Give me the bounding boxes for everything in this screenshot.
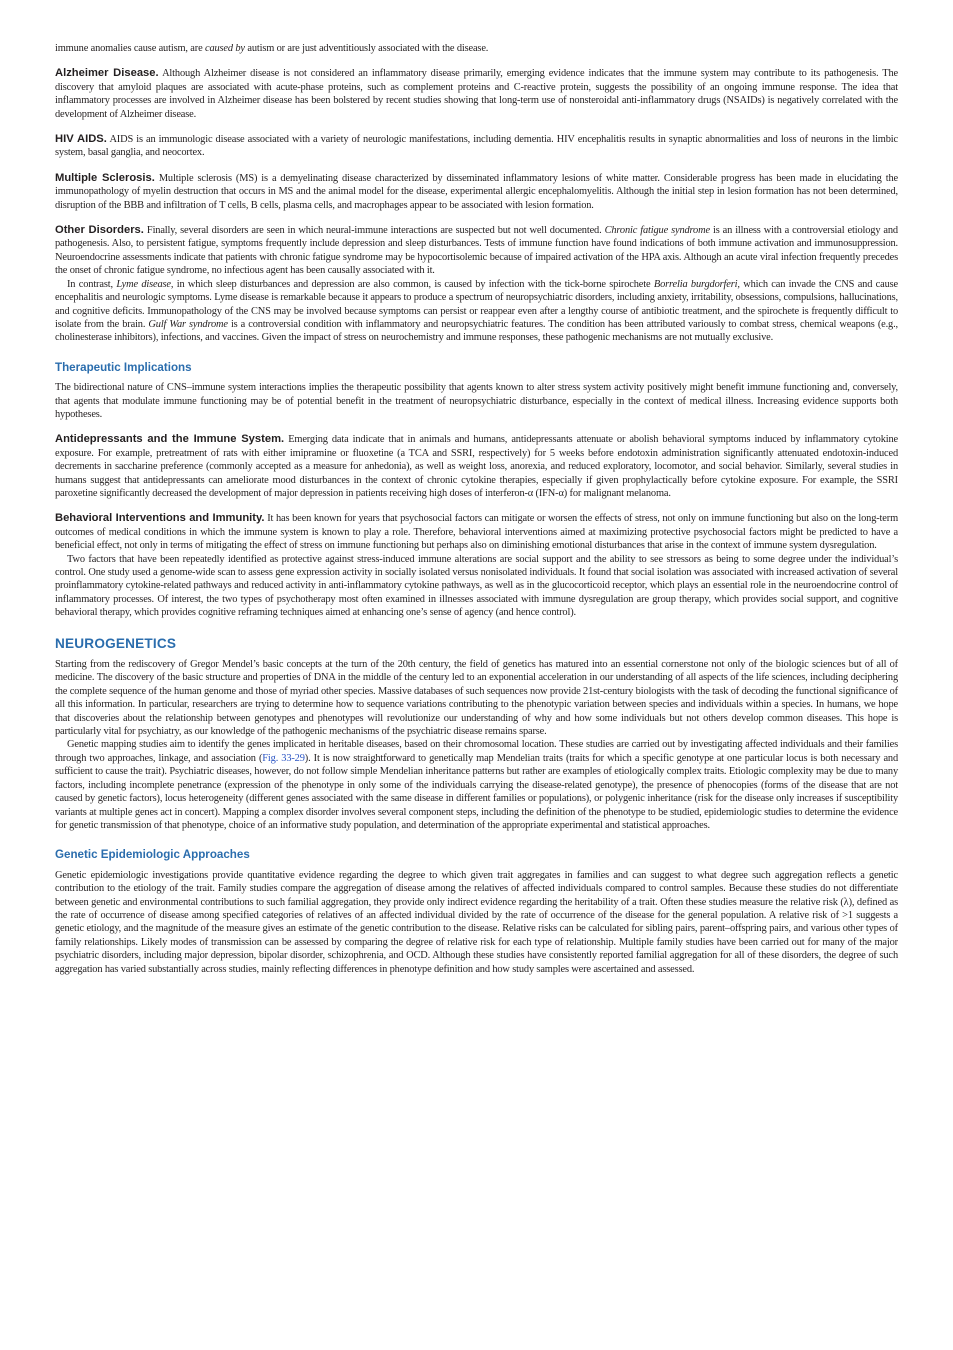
behavioral-paragraph	[55, 512, 898, 552]
lyme-text-b: in which sleep disturbances and depression are also common, is caused by infection with the tick-borne spirochete	[173, 278, 654, 290]
other-disorders-heading: Other Disorders.	[55, 224, 144, 237]
antidepressants-heading: Antidepressants and the Immune System.	[55, 433, 285, 446]
intro-italic: caused by	[204, 43, 245, 54]
hiv-heading: HIV AIDS.	[55, 133, 107, 146]
alzheimer-paragraph	[55, 67, 898, 121]
antidepressants-paragraph	[55, 433, 898, 500]
neurogenetics-heading: NEUROGENETICS	[55, 635, 177, 651]
other-text-b: is an illness with a controversial etiology and pathogenesis. Also, to persistent fatigue, symptoms frequently include depression and sleep disturbances. Tests of immune function have found indications of both immune activation and immunosuppression. Neuroendocrine assessments indicate that patients with chronic fatigue syndrome may be hypocortisolemic because of impaired activation of the HPA axis. Although an acute viral infection frequently precedes the onset of chronic fatigue syndrome, no infectious agent has been causally associated with it.	[55, 225, 898, 277]
lyme-text-a: In contrast,	[67, 278, 117, 290]
ms-text: Multiple sclerosis (MS) is a demyelinating disease characterized by disseminated inflammatory lesions of white matter. Considerable progress has been made in elucidating the immunopathology of myelin destruction that occurs in MS and the animal model for the disease, experimental allergic encephalomyelitis. Although the initial step in lesion formation has not been determined, disruption of the BBB and infiltration of T cells, B cells, plasma cells, and macrophages appear to be associated with lesion formation.	[55, 172, 898, 211]
alzheimer-heading: Alzheimer Disease.	[55, 67, 159, 80]
therapeutic-paragraph: The bidirectional nature of CNS–immune system interactions implies the therapeutic possibility that agents known to alter stress system activity positively might benefit immune functioning and, conversely, that agents that modulate immune functioning may be of potential benefit in the treatment of neuropsychiatric disturbance, especially in the context of medical illness. Increasing evidence supports both hypotheses.	[55, 382, 898, 420]
neurogenetics-text-a: Genetic mapping studies aim to identify the genes implicated in heritable diseases, based on their chromosomal location. These studies are carried out by investigating affected individuals and their families through two approaches, linkage, and association (	[55, 739, 898, 764]
lyme-text-d: is a controversial condition with inflammatory and neuropsychiatric features. The condition has been attributed variously to combat stress, chemical weapons (e.g., cholinesterase inhibitors), infections, and vaccines. Given the impact of stress on neurochemistry and immune responses, these pathogenic mechanisms are not mutually exclusive.	[55, 318, 898, 344]
hiv-paragraph	[55, 133, 898, 160]
intro-paragraph	[55, 42, 898, 55]
other-disorders-paragraph	[55, 224, 898, 278]
lyme-text-c: which can invade the CNS and cause encephalitis and neurologic symptoms. Lyme disease is remarkable because it appears to produce a spectrum of neuropsychiatric disorders, including anxiety, irritability, obsessions, compulsions, hallucinations, and cognitive deficits. Immunopathology of the CNS may be involved because symptoms can persist or reappear even after a lengthy course of antibiotic treatment, and the spirochete is frequently difficult to isolate from the brain.	[55, 278, 899, 330]
other-italic-cfs: Chronic fatigue syndrome	[604, 225, 710, 237]
neurogenetics-paragraph-1: Starting from the rediscovery of Gregor Mendel’s basic concepts at the turn of the 20th century, the field of genetics has matured into an essential cornerstone not only of the biologic sciences but of all of medicine. The discovery of the basic structure and properties of DNA in the middle of the century led to an exponential acceleration in our understanding of all aspects of the life sciences, including deciphering the complete sequence of the human genome and those of myriad other species. Massive databases of such sequences now provide 21st-century biologists with the task of decoding the functional significance of all this information. In particular, researchers are trying to determine how to sequence variations contributing to the phenotypic variation between species and individuals within a species. In humans, we hope that discoveries about the relationship between genotypes and phenotypes will revolutionize our understanding of why and how some individuals but not others develop common diseases. This hope is particularly vital for psychiatry, as our knowledge of the pathogenic mechanisms of the psychiatric disease remains sparse.	[55, 659, 898, 738]
lyme-paragraph	[55, 278, 898, 345]
neurogenetics-paragraph-2	[55, 738, 898, 832]
ms-paragraph	[55, 172, 898, 212]
behavioral-heading: Behavioral Interventions and Immunity.	[55, 512, 265, 525]
behavioral-text: It has been known for years that psychosocial factors can mitigate or worsen the effects of stress, not only on immune functioning but also on the long-term outcomes of medical conditions in which the immune system is known to play a role. Therefore, behavioral interventions aimed at maximizing protective psychosocial factors might be predicted to have a beneficial effect, not only in terms of mitigating the effect of stress on immune functioning but perhaps also on diminishing emotional disturbances that arise in the context of immune system dysregulation.	[55, 513, 898, 552]
therapeutic-implications-heading: Therapeutic Implications	[55, 360, 192, 374]
borrelia-italic: Borrelia burgdorferi,	[653, 278, 740, 290]
genetic-epidemiologic-paragraph: Genetic epidemiologic investigations provide quantitative evidence regarding the degree to which given trait aggregates in families and can suggest to what degree such aggregation reflects a genetic contribution to the etiology of the trait. Family studies compare the aggregation of disease among the relatives of affected individuals compared to control samples. Because these studies do not differentiate between genetic and environmental contributions to such familial aggregation, they provide only indirect evidence regarding the heritability of a trait. Often these studies measure the relative risk (λ), defined as the rate of occurrence of disease among specified categories of relatives of an affected individual divided by the rate of occurrence of the disease for the general population. A relative risk of >1 suggests a genetic etiology, and the magnitude of the measure gives an estimate of the genetic contribution to the disease. Relative risks can be calculated for sibling pairs, parent–offspring pairs, and various other types of family relationships. Likely modes of transmission can be assessed by comparing the degree of relative risk for each type of relationship. Multiple family studies have been carried out for many of the major psychiatric disorders, including major depression, bipolar disorder, schizophrenia, and OCD. Although these studies have consistently reported familial aggregation for all of these disorders, the degree of such aggregation has varied substantially across studies, mainly reflecting differences in phenotype definition and how study samples were ascertained and assessed.	[55, 869, 898, 975]
genetic-epidemiologic-heading: Genetic Epidemiologic Approaches	[55, 848, 250, 862]
antidepressants-text: Emerging data indicate that in animals and humans, antidepressants attenuate or abolish behavioral symptoms induced by inflammatory cytokine exposure. For example, pretreatment of rats with either imipramine or fluoxetine (a TCA and SSRI, respectively) for 5 weeks before endotoxin administration significantly attenuated endotoxin-induced decrements in saccharine preference (commonly accepted as a measure for anhedonia), as well as weight loss, anorexia, and reduced exploratory, locomotor, and social behavior. Similarly, several studies in humans suggest that antidepressants can ameliorate mood disturbances in the context of chronic cytokine therapies, especially if given prophylactically before cytokine exposure. For example, the SSRI paroxetine significantly decreased the development of major depression in patients receiving high doses of interferon-α (IFN-α) for malignant melanoma.	[55, 434, 898, 499]
behavioral-paragraph-2: Two factors that have been repeatedly identified as protective against stress-induced immune alterations are social support and the ability to see stressors as being to some degree under the individual’s control. One study used a genome-wide scan to assess gene expression activity in socially isolated versus nonisolated individuals. It found that social isolation was associated with increased activation of several proinflammatory cytokine-related pathways and reduced activity in anti-inflammatory cytokine pathways, as well as in the glucocorticoid receptor, which plays an essential role in the neuroendocrine control of inflammatory processes. Of interest, the two types of psychotherapy most often examined in illnesses associated with immune dysregulation are group therapy, which provides social support, and cognitive behavioral therapy, which provides cognitive reframing techniques aimed at enhancing one’s sense of agency (and hence control).	[55, 553, 898, 619]
hiv-text: AIDS is an immunologic disease associated with a variety of neurologic manifestations, including dementia. HIV encephalitis results in synaptic abnormalities and loss of neurons in the limbic system, basal ganglia, and neocortex.	[55, 134, 898, 159]
figure-link[interactable]: Fig. 33-29	[262, 752, 305, 764]
ms-heading: Multiple Sclerosis.	[55, 171, 155, 184]
gulf-war-italic: Gulf War syndrome	[148, 318, 228, 330]
alzheimer-text: Although Alzheimer disease is not considered an inflammatory disease primarily, emerging evidence indicates that the immune system may contribute to its pathogenesis. The discovery that amyloid plaques are associated with acute-phase proteins, such as complement proteins and C-reactive protein, suggests the possibility of an ongoing immune response. The idea that inflammatory processes are involved in Alzheimer disease has been bolstered by recent studies showing that long-term use of nonsteroidal anti-inflammatory drugs (NSAIDs) is negatively correlated with the development of Alzheimer disease.	[55, 68, 898, 120]
intro-text: immune anomalies cause autism, are	[55, 43, 205, 54]
lyme-italic: Lyme disease,	[116, 278, 174, 290]
intro-text-end: autism or are just adventitiously associated with the disease.	[244, 43, 489, 54]
neurogenetics-text-b: ). It is now straightforward to genetically map Mendelian traits (traits for which a specific genotype at one particular locus is both necessary and sufficient to cause the trait). Psychiatric diseases, however, do not follow simple Mendelian inheritance patterns but rather are examples of etiologically complex traits. Etiologic complexity may be due to many factors, including incomplete penetrance (expression of the phenotype in only some of the individuals carrying the disease-related genotype), the presence of phenocopies (forms of the disease that are not caused by genetic factors), locus heterogeneity (different genes associated with the same disease in different families or populations), or polygenic inheritance (risk for the disease only increases if susceptibility variants at multiple genes act in concert). Mapping a complex disorder involves several component steps, including the definition of the phenotype to be studied, epidemiologic studies to determine the evidence for genetic transmission of that phenotype, choice of an informative study population, and determination of the appropriate experimental and statistical approaches.	[55, 752, 898, 831]
other-text-a: Finally, several disorders are seen in which neural-immune interactions are suspected but not well documented.	[143, 225, 605, 237]
